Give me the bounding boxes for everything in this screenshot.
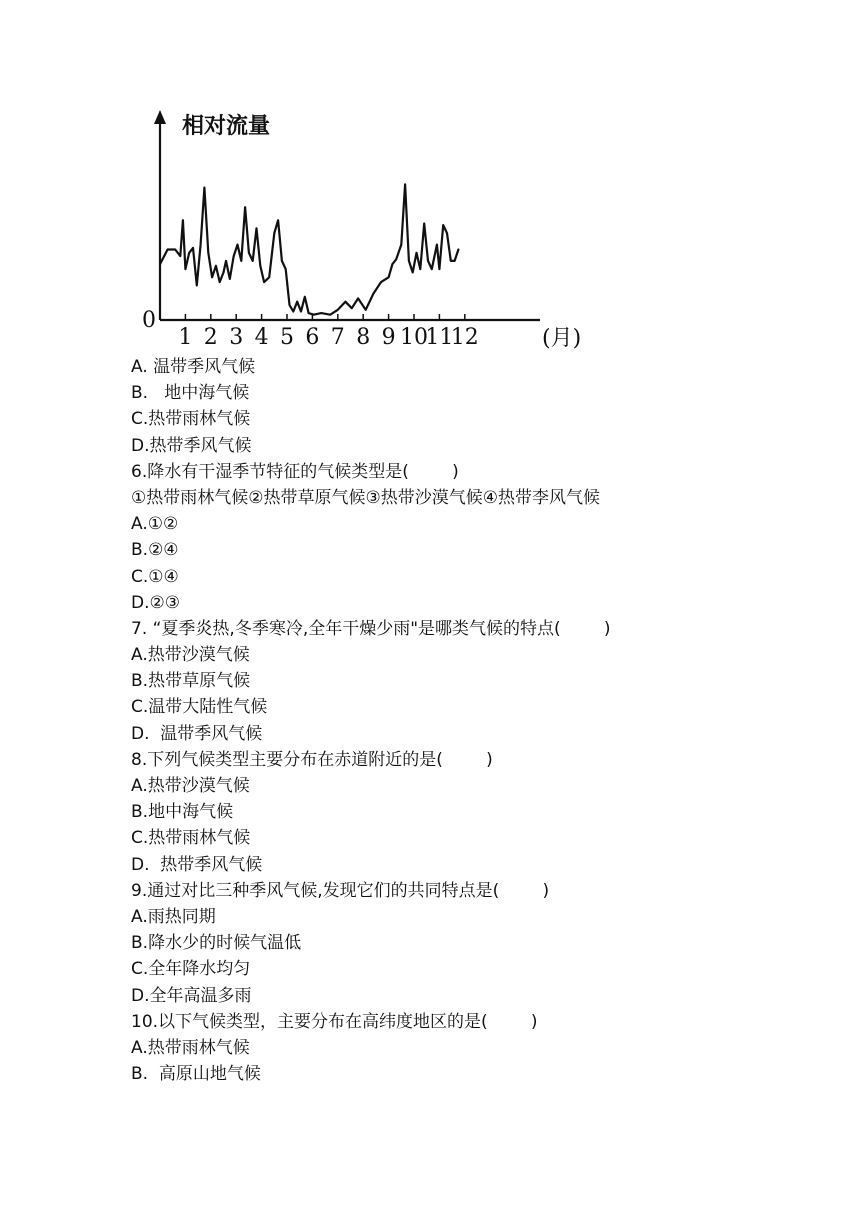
text-line: A. 温带季风气候 — [131, 357, 256, 377]
question-text — [131, 354, 811, 1087]
x-tick-label: 8 — [356, 325, 371, 350]
text-line: D.②③ — [131, 592, 180, 613]
text-line: D. 温带季风气候 — [131, 723, 263, 744]
origin-label: 0 — [142, 308, 156, 333]
chart-axes — [154, 110, 540, 320]
x-tick-label: 4 — [254, 325, 269, 350]
text-line: B.热带草原气候 — [131, 671, 251, 692]
text-line: A.热带雨林气候 — [131, 1037, 250, 1058]
x-axis-label: (月) — [542, 326, 582, 351]
text-line: A.雨热同期 — [131, 906, 216, 927]
text-line: B.②④ — [131, 540, 179, 561]
runoff-series-line — [160, 184, 458, 314]
text-line: C.热带雨林气候 — [131, 828, 251, 849]
text-line: 6.降水有干湿季节特征的气候类型是( ) — [131, 461, 459, 482]
text-line: A.热带沙漠气候 — [131, 776, 250, 796]
text-line: 10.以下气候类型，主要分布在高纬度地区的是( ) — [131, 1011, 538, 1032]
text-line: ①热带雨林气候②热带草原气候③热带沙漠气候④热带李风气候 — [131, 487, 600, 508]
x-tick-label: 9 — [381, 325, 396, 350]
x-tick-label: 6 — [305, 325, 320, 350]
text-line: B.降水少的时候气温低 — [131, 933, 302, 954]
x-tick-label: 3 — [229, 325, 244, 350]
text-line: D. 热带季风气候 — [131, 854, 263, 875]
y-axis-arrow — [154, 110, 166, 124]
x-tick-label: 11 — [425, 325, 454, 350]
text-line: B.地中海气候 — [131, 802, 234, 823]
text-line: C.热带雨林气候 — [131, 409, 251, 430]
text-line: C.全年降水均匀 — [131, 959, 251, 980]
x-tick-label: 12 — [450, 325, 479, 350]
text-line: B. 地中海气候 — [131, 383, 250, 404]
text-line: C.温带大陆性气候 — [131, 697, 268, 718]
text-line: D.全年高温多雨 — [131, 985, 252, 1006]
x-tick-label: 2 — [203, 325, 218, 350]
runoff-chart — [132, 100, 592, 355]
text-line: 7. “夏季炎热,冬季寒冷,全年干燥少雨"是哪类气候的特点( ) — [131, 618, 611, 639]
y-axis-label: 相对流量 — [182, 113, 271, 139]
text-line: A.①② — [131, 514, 179, 535]
x-tick-label: 10 — [400, 325, 428, 350]
text-line: A.热带沙漠气候 — [131, 645, 250, 666]
text-line: D.热带季风气候 — [131, 435, 252, 456]
x-tick-label: 5 — [280, 325, 294, 350]
text-line: 9.通过对比三种季风气候,发现它们的共同特点是( ) — [131, 880, 550, 901]
text-line: C.①④ — [131, 566, 179, 587]
x-tick-label: 1 — [178, 325, 193, 350]
x-tick-label: 7 — [330, 325, 345, 350]
runoff-chart-svg — [132, 100, 592, 355]
text-line: 8.下列气候类型主要分布在赤道附近的是( ) — [131, 749, 493, 770]
text-line: B. 高原山地气候 — [131, 1064, 261, 1085]
